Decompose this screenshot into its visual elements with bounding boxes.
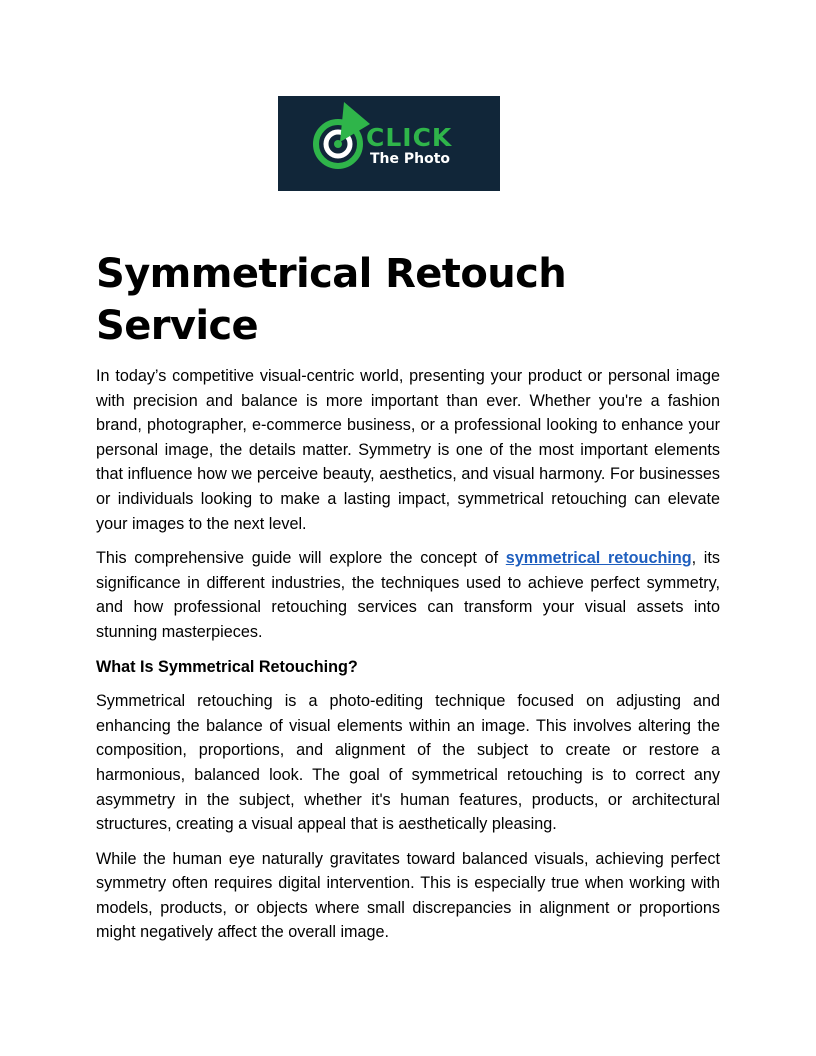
- definition-paragraph: Symmetrical retouching is a photo-editing technique focused on adjusting and enhancing the balance of visual elements within an image. This involves altering the composition, proportions, and alignment of the subject to create or restore a harmonious, balanced look. The goal of symmetrical retouching is to correct any asymmetry in the subject, whether it's human features, products, or architectural structures, creating a visual appeal that is aesthetically pleasing.: [96, 692, 720, 834]
- guide-text-before: This comprehensive guide will explore the concept of: [96, 549, 506, 568]
- symmetrical-retouching-link[interactable]: symmetrical retouching: [505, 549, 692, 568]
- target-arrow-icon: [278, 96, 500, 191]
- logo-tagline: The Photo: [370, 151, 451, 167]
- intro-paragraph: In today’s competitive visual-centric world, presenting your product or personal image with precision and balance is more important than ever. Whether you're a fashion brand, photographer, e-commerce business, or a professional looking to enhance your personal image, the details matter. Symmetry is one of the most important elements that influence how we perceive beauty, aesthetics, and visual harmony. For businesses or individuals looking to make a lasting impact, symmetrical retouching can elevate your images to the next level.: [96, 367, 720, 533]
- guide-text-after: , its significance in different industries, the techniques used to achieve perfect symmetry, and how professional retouching services can transform your visual assets into stunning masterpieces.: [96, 549, 720, 641]
- article-body: [96, 248, 720, 955]
- page-title: Symmetrical Retouch Service: [96, 251, 567, 349]
- logo-brand-word: CLICK: [366, 123, 453, 152]
- brand-logo: [278, 96, 500, 191]
- guide-paragraph: [96, 546, 720, 644]
- section-heading: What Is Symmetrical Retouching?: [96, 657, 358, 676]
- closing-paragraph: While the human eye naturally gravitates toward balanced visuals, achieving perfect symmetry often requires digital intervention. This is especially true when working with models, products, or objects where small discrepancies in alignment or proportions might negatively affect the overall image.: [96, 849, 720, 942]
